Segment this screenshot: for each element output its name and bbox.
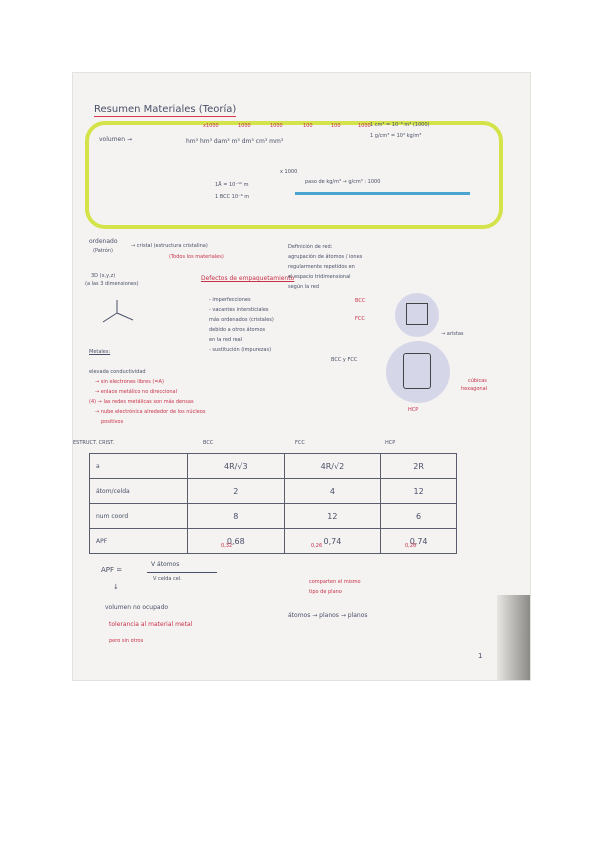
defectos-item-6: - sustitución (impurezas) [209,347,272,353]
right-block-2: agrupación de átomos / iones [288,254,363,260]
cell-hcp: 2R [381,454,457,479]
crystal-table [89,453,457,554]
hexagonal-diagram [403,353,431,389]
fcc-label: FCC [355,316,365,322]
tolerance-note: tolerancia al material metal [109,621,193,628]
bcc-label: BCC [355,298,366,304]
down-arrow-icon: ↓ [113,583,119,591]
volumen-note: volumen no ocupado [105,604,169,611]
cell-bcc: 0,68 [188,529,285,554]
row-label: átom/celda [90,479,188,504]
defectos-item-2: - vacantes intersticiales [209,307,269,313]
right-block-1: Definición de red: [288,244,333,250]
apf-numerator: V átomos [151,561,180,568]
right-note-1: 1 cm³ = 10⁻⁶ m³ (1000) [370,122,430,128]
axes-icon [97,298,137,328]
apf-denominator: V celda cel. [153,576,182,582]
angstrom-eq: 1Å = 10⁻¹⁰ m [215,182,249,188]
ordenado-sub: (Patrón) [93,248,113,254]
apf-eq-label: APF = [101,566,123,574]
table-header-2: FCC [295,440,305,446]
cube-diagram [406,303,428,325]
row-label: APF [90,529,188,554]
direcciones-sub: (a las 3 dimensiones) [85,281,139,287]
table-header-0: ESTRUCT. CRIST. [73,440,115,446]
bcc-fcc-label: BCC y FCC [331,357,358,363]
defectos-title: Defectos de empaquetamiento [201,275,295,282]
compact-note: comparten el mismo [309,579,361,585]
right-block-5: según la red [288,284,320,290]
right-block-4: el espacio tridimensional [288,274,351,280]
conversion-3: 1000 [270,123,283,129]
cell-fcc: 4 [284,479,381,504]
conversion-2: 1000 [238,123,251,129]
conversion-4: 100 [303,123,313,129]
direcciones-label: 3D (x,y,z) [91,273,116,279]
table-row [90,529,457,554]
cell-hcp: 12 [381,479,457,504]
volumen-label: volumen → [99,136,132,143]
ordenado-label: ordenado [89,238,118,245]
table-header-1: BCC [203,440,214,446]
bcc-eq: 1 BCC 10⁻⁹ m [215,194,250,200]
apf-sub-fcc: 0,26 [311,543,323,549]
aristas-label: → aristas [441,331,464,337]
table-row [90,479,457,504]
row-label: a [90,454,188,479]
right-note-2: 1 g/cm³ = 10³ kg/m³ [370,133,422,139]
metales-title: Metales: [89,349,111,355]
page-number: 1 [478,652,483,660]
conversion-5: 100 [331,123,341,129]
units-row: hm³ hm³ dam³ m³ dm³ cm³ mm³ [186,138,284,145]
row-label: num coord [90,504,188,529]
conversion-1: x1000 [203,123,219,129]
hex-label: hexagonal [461,386,488,392]
hcp-label: HCP [408,407,419,413]
defectos-item-4: debido a otros átomos [209,327,266,333]
apf-sub-bcc: 0,32 [221,543,233,549]
compact-note-2: tipo de plano [309,589,342,595]
defectos-item-1: - imperfecciones [209,297,251,303]
cell-bcc: 4R/√3 [188,454,285,479]
conversion-6: 1000 [358,123,371,129]
table-row [90,454,457,479]
x1000-label: x 1000 [280,169,298,175]
cell-bcc: 8 [188,504,285,529]
table-header-3: HCP [385,440,396,446]
notebook-page [73,73,530,680]
apf-sub-hcp: 0,26 [405,543,417,549]
cell-hcp: 6 [381,504,457,529]
page-corner-shadow [497,595,530,680]
metales-item-5: → nube electrónica alrededor de los núcleos [95,409,206,415]
right-block-3: regularmente repetidos en [288,264,355,270]
defectos-item-3: más ordenados (cristales) [209,317,274,323]
planes-note: átomos → planos → planos [288,612,368,619]
cell-fcc: 12 [284,504,381,529]
cell-fcc: 4R/√2 [284,454,381,479]
cell-bcc: 2 [188,479,285,504]
density-note: paso de kg/m³ → g/cm³ : 1000 [305,179,381,185]
adapt-note: pero sin otros [109,638,144,644]
units-box [85,121,503,229]
cell-hcp: 0,74 [381,529,457,554]
metales-item-1: elevada conductividad [89,369,146,375]
metales-item-2: → sin electrones libres (=A) [95,379,164,385]
cristal-label: → cristal (estructura cristalina) [131,243,208,249]
metales-item-4: (4) → las redes metálicas son más densas [89,399,194,405]
metales-item-6: positivos [101,419,124,425]
cell-fcc: 0,74 [284,529,381,554]
defectos-item-5: en la red real [209,337,243,343]
table-row [90,504,457,529]
fraction-bar [147,572,217,573]
metales-item-3: → enlace metálico no direccional [95,389,178,395]
page-title: Resumen Materiales (Teoría) [94,104,237,115]
cristal-sub: (Todos los materiales) [169,254,224,260]
cubicas-label: cúbicas [468,378,487,384]
